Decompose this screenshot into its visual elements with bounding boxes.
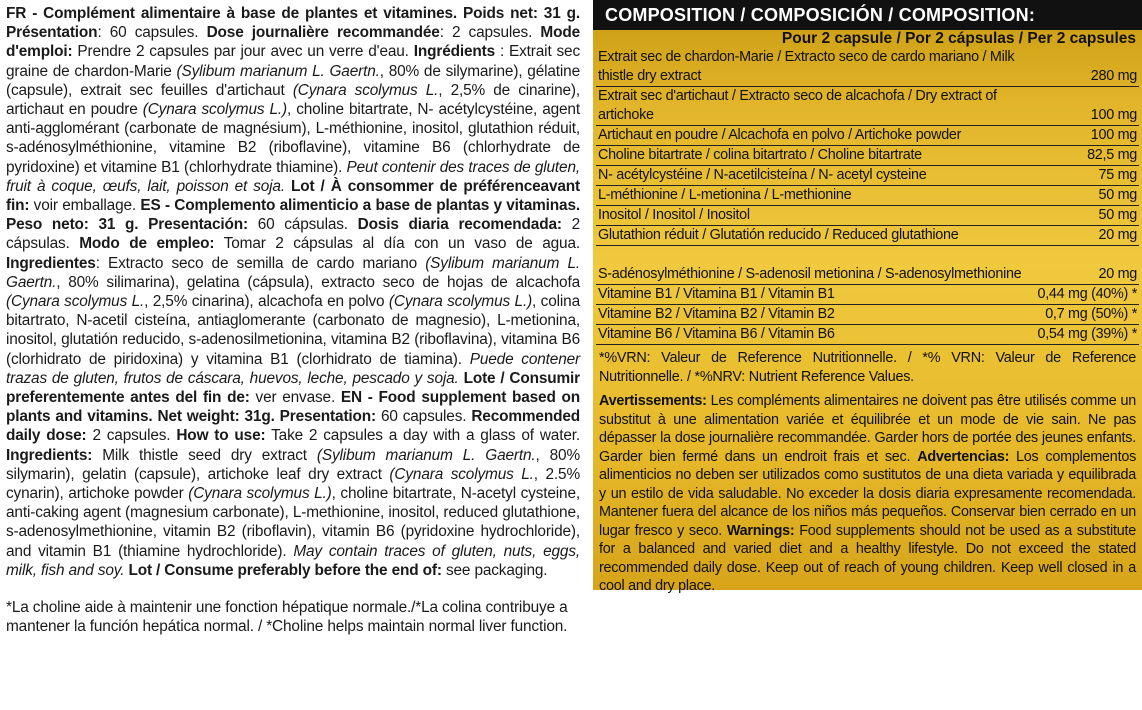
en-traces: May contain traces of gluten, nuts, eggs, milk, fish and soy. [6,542,580,579]
fr-presentation-label: Présentation [6,24,98,42]
composition-per-dose: Pour 2 capsule / Por 2 cápsulas / Per 2 capsules [781,30,1136,47]
warnings-paragraph [599,392,1136,596]
fr-ingredients-latin: (Cynara scolymus L. [292,81,439,99]
composition-title: COMPOSITION / COMPOSICIÓN / COMPOSITION: [593,0,1142,30]
table-row [596,48,1139,87]
fr-mode-label: Mode d'emploi: [6,24,580,61]
es-ingredients-text: , colina bitartrato, N-acetil cisteína, antiaglomerante (carbonato de magnesio), L-metionina, inositol, glutatión reducido, s-adenosilmetionina, vitamina B2 (riboflavina), vitamina B6 (clorhidrato de piridoxina) y vitamina B1 (clorhidrato de tiamina). [6,293,580,368]
en-ingredients-label: Ingredients: [6,446,93,464]
ingredient-name: Choline bitartrate / colina bitartrato / Choline bitartrate [596,146,1025,166]
en-ingredients-text: , 80% silymarin), gelatin (capsule), artichoke leaf dry extract [6,446,580,483]
ingredient-name: Extrait sec d'artichaut / Extracto seco de alcachofa / Dry extract of artichoke [596,87,1025,126]
ingredient-amount: 50 mg [1025,186,1139,206]
ingredient-amount: 20 mg [1025,246,1139,285]
warnings-fr-text: Les compléments alimentaires ne doivent pas être utilisés comme un substitut à une alimentation variée et équilibrée et un mode de vie sain. Ne pas dépasser la dose journalière recommandée. Garder hors de portée des jeunes enfants. Garder bien fermé dans un endroit frais et sec. [599,393,1136,465]
ingredient-name: Inositol / Inositol / Inositol [596,206,1025,226]
table-row [596,285,1139,305]
en-ingredients-latin: (Sylibum marianum L. Gaertn. [316,446,536,464]
multilingual-label-text [6,4,580,637]
fr-ingredients-latin: (Cynara scolymus L.) [142,101,288,119]
ingredient-amount: 0,7 mg (50%) * [1025,305,1139,325]
es-ingredients-text: : Extracto seco de semilla de cardo mariano [95,254,426,272]
ingredient-amount: 50 mg [1025,206,1139,226]
es-ingredients-latin: (Sylibum marianum L. Gaertn. [6,254,580,291]
table-row [596,146,1139,166]
es-ingredients-latin: (Cynara scolymus L.) [388,293,533,311]
fr-heading: FR - Complément alimentaire à base de plantes et vitamines. Poids net: 31 g. [6,5,580,22]
en-dose-label: Recommended daily dose: [6,408,580,445]
warnings-en-label: Warnings: [722,522,795,539]
ingredient-name: Extrait sec de chardon-Marie / Extracto seco de cardo mariano / Milk thistle dry extract [596,48,1025,87]
en-use-label: How to use: [170,427,266,445]
table-row [596,126,1139,146]
en-ingredients-latin: (Cynara scolymus L.) [188,485,332,503]
es-traces: Puede contener trazas de gluten, frutos de cáscara, huevos, leche, pescado y soja. [6,350,581,387]
spacer [6,580,580,598]
label-paragraph [6,4,580,580]
table-row [596,305,1139,325]
ingredient-amount: 20 mg [1025,226,1139,246]
composition-table [596,48,1139,345]
en-ingredients-text: , 2.5% cynarin), artichoke powder [6,465,581,503]
es-lot-value: ver envase. [249,389,336,407]
fr-traces: Peut contenir des traces de gluten, fruit à coque, œufs, lait, poisson et soja. [6,158,580,195]
warnings-fr-label: Avertissements: [599,393,707,409]
es-ingredients-text: , 80% silimarina), gelatina (cápsula), extracto seco de hojas de alcachofa [56,273,580,291]
es-mode-label: Modo de empleo: [69,235,215,253]
es-ingredients-text: , 2,5% cinarina), alcachofa en polvo [144,293,389,311]
fr-presentation-value: : 60 capsules. [97,24,199,42]
en-lot-value: see packaging. [441,561,548,579]
composition-notes [599,349,1136,596]
ingredient-name: Vitamine B6 / Vitamina B6 / Vitamin B6 [596,325,1025,345]
table-row [596,206,1139,226]
ingredient-name: Artichaut en poudre / Alcachofa en polvo / Artichoke powder [596,126,1025,146]
es-mode-value: Tomar 2 cápsulas al día con un vaso de agua. [214,235,581,253]
table-row [596,246,1139,285]
ingredient-name: L-méthionine / L-metionina / L-methionine [596,186,1025,206]
fr-ingredients-text: , 80% de silymarine), gélatine (capsule), extrait sec feuilles d'artichaut [6,62,581,99]
en-lot-label: Lot / Consume preferably before the end of: [124,561,442,579]
en-ingredients-text: , choline bitartrate, N-acetyl cysteine, anti-caking agent (magnesium carbonate), L-methionine, inositol, reduced glutathione, s-adenosylmethionine, vitamin B2 (riboflavin), vitamin B6 (pyridoxine hydrochloride), and vitamin B1 (thiamine hydrochloride). [6,485,580,560]
en-use-value: Take 2 capsules a day with a glass of water. [265,427,580,445]
fr-ingredients-text: : Extrait sec graine de chardon-Marie [6,43,580,80]
fr-mode-value: Prendre 2 capsules par jour avec un verre d'eau. [72,43,409,61]
ingredient-amount: 0,44 mg (40%) * [1025,285,1139,305]
ingredient-name: S-adénosylméthionine / S-adenosil metionina / S-adenosylmethionine [596,246,1025,285]
fr-ingredients-label: Ingrédients [413,43,496,61]
ingredient-amount: 75 mg [1025,166,1139,186]
ingredient-name: Vitamine B2 / Vitamina B2 / Vitamin B2 [596,305,1025,325]
fr-ingredients-latin: (Sylibum marianum L. Gaertn. [176,62,380,80]
ingredient-amount: 100 mg [1025,126,1139,146]
ingredient-name: Vitamine B1 / Vitamina B1 / Vitamin B1 [596,285,1025,305]
ingredient-name: Glutathion réduit / Glutatión reducido / Reduced glutathione [596,226,1025,246]
en-ingredients-latin: (Cynara scolymus L. [389,465,534,483]
ingredient-name: N- acétylcystéine / N-acetilcisteína / N- acetyl cysteine [596,166,1025,186]
fr-ingredients-text: , 2,5% de cinarine), artichaut en poudre [6,81,580,119]
en-dose-value: 2 capsules. [86,427,171,445]
es-presentation-value: 60 cápsulas. [247,216,348,234]
choline-note: *La choline aide à maintenir une fonction hépatique normale./*La colina contribuye a mantener la función hepática normal. / *Choline helps maintain normal liver function. [6,599,568,636]
fr-dose-value: : 2 capsules. [439,24,533,42]
ingredient-amount: 82,5 mg [1025,146,1139,166]
es-ingredients-label: Ingredientes [6,254,96,272]
fr-dose-label: Dose journalière recommandée [206,24,440,42]
fr-ingredients-text: , choline bitartrate, N- acétylcystéine, agent anti-agglomérant (carbonate de magnésium), L-méthionine, inositol, glutathion réduit, s-adénosylméthionine, vitamine B2 (riboflavine), vitamine B6 (chlorhydrate de pyridoxine) et vitamine B1 (chlorhydrate thiamine). [6,101,580,176]
ingredient-amount: 100 mg [1025,87,1139,126]
table-row [596,226,1139,246]
fr-lot-value: voir emballage. [29,197,137,215]
ingredient-amount: 280 mg [1025,48,1139,87]
es-ingredients-latin: (Cynara scolymus L. [6,293,145,311]
warnings-es-label: Advertencias: [917,448,1010,465]
fr-lot-label: Lot / À consommer de préférenceavant fin: [6,177,580,215]
warnings-es-text: Los complementos alimenticios no deben ser utilizados como sustitutos de una dieta variada y equilibrada y un estilo de vida saludable. No exceder la dosis diaria expresamente recomendada. Mantener fuera del alcance de los niños más pequeños. Conservar bien cerrado en un lugar fresco y seco. [599,448,1137,539]
table-row [596,186,1139,206]
ingredient-amount: 0,54 mg (39%) * [1025,325,1139,345]
composition-panel [593,0,1142,594]
en-presentation-value: 60 capsules. [376,408,467,426]
en-ingredients-text: Milk thistle seed dry extract [92,446,317,464]
es-heading: ES - Complemento alimenticio a base de plantas y vitaminas. Peso neto: 31 g. Presentación: [6,197,580,234]
vrn-note: *%VRN: Valeur de Reference Nutritionnelle. / *% VRN: Valeur de Reference Nutritionnelle. / *%NRV: Nutrient Reference Values. [599,350,1136,385]
table-row [596,166,1139,186]
table-row [596,325,1139,345]
es-dose-label: Dosis diaria recomendada: [347,216,562,234]
es-dose-value: 2 cápsulas. [6,216,580,253]
es-lot-label: Lote / Consumir preferentemente antes del fin de: [6,369,580,407]
warnings-en-text: Food supplements should not be used as a substitute for a balanced and varied diet and a healthy lifestyle. Do not exceed the stated recommended daily dose. Keep out of reach of young children. Keep well closed in a cool and dry place. [599,522,1136,594]
table-row [596,87,1139,126]
en-heading: EN - Food supplement based on plants and vitamins. Net weight: 31g. Presentation: [6,389,580,426]
